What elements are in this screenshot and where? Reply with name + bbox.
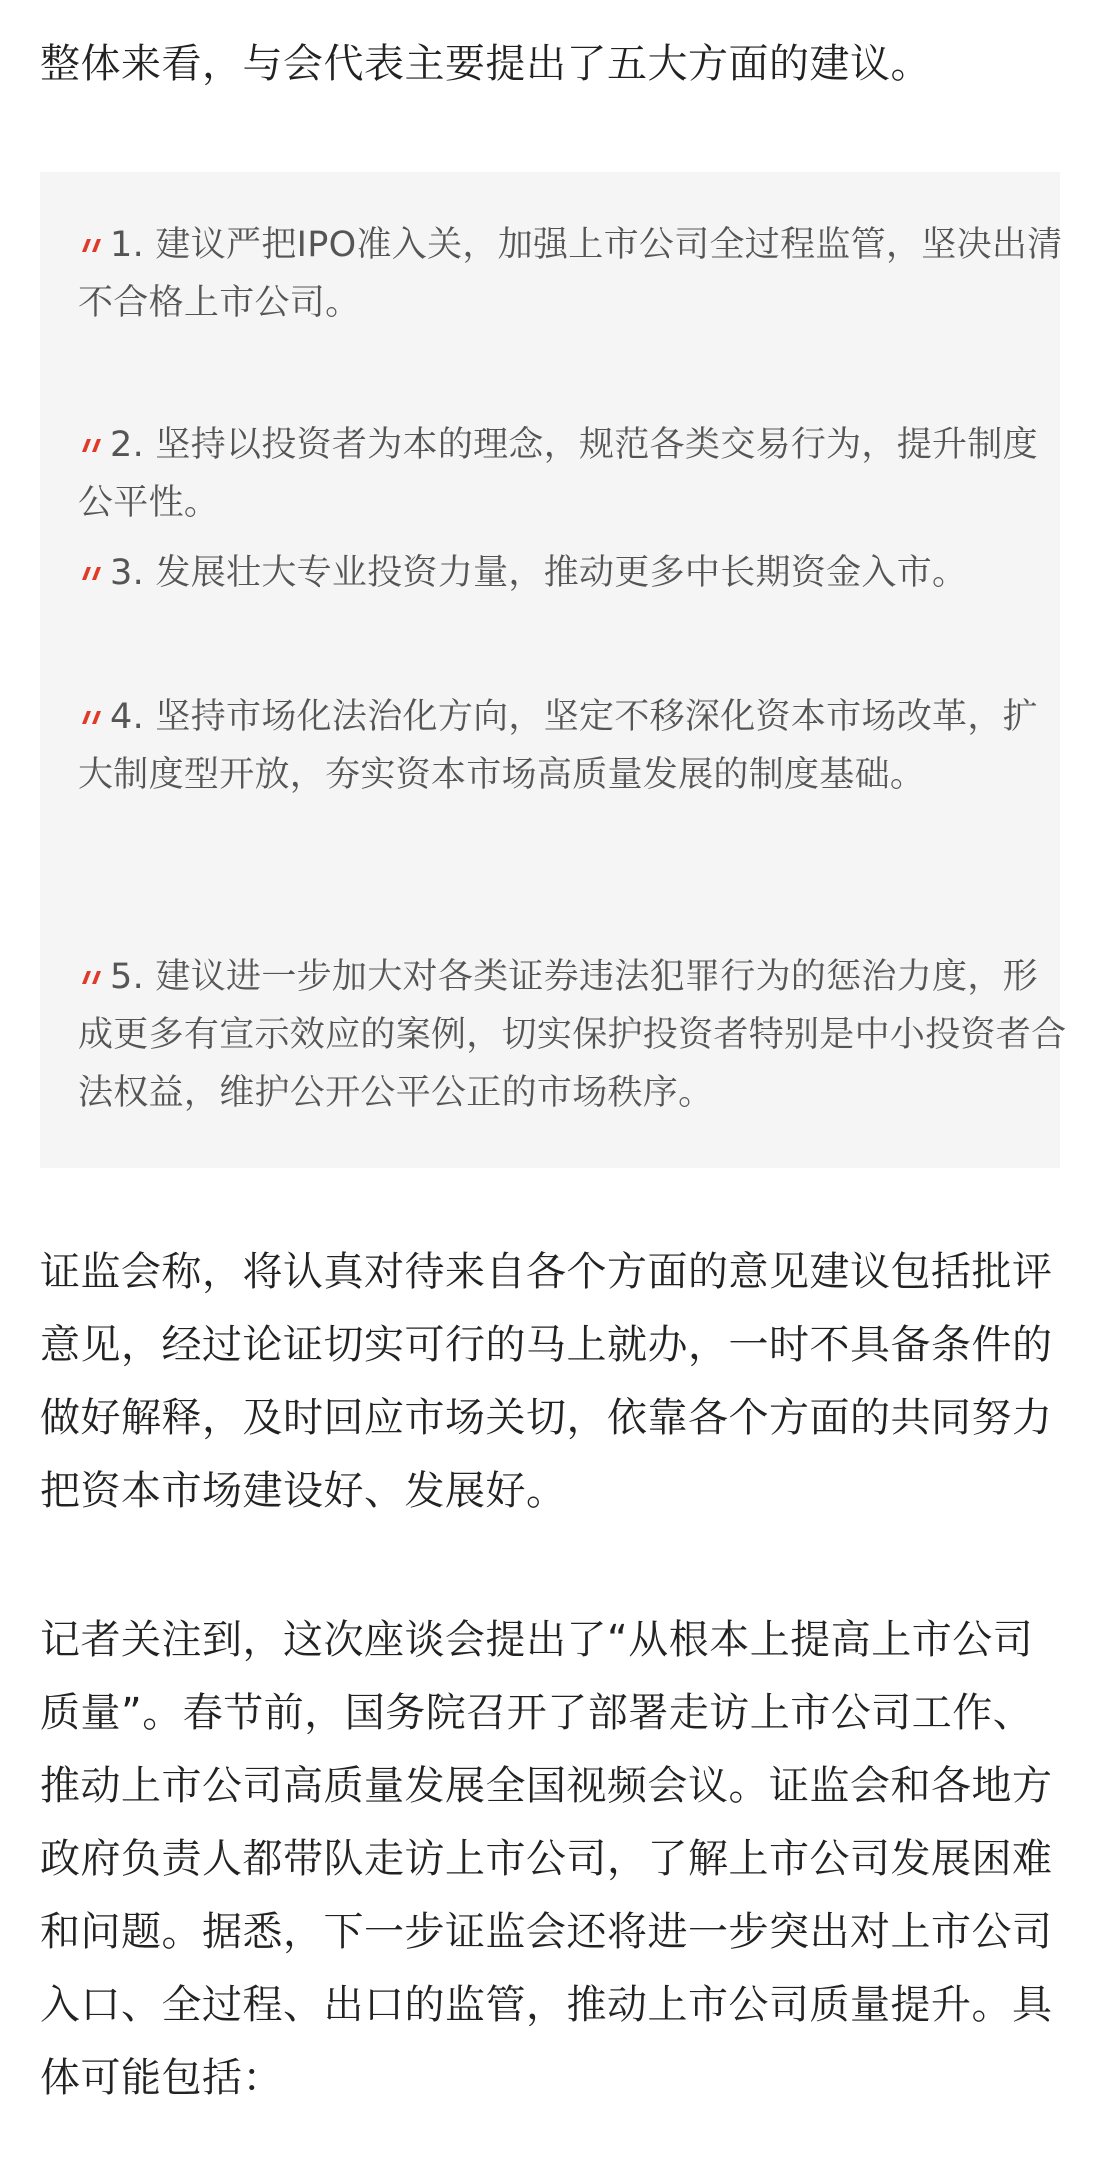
suggestion-item [78, 544, 1068, 602]
quote-mark-icon [78, 558, 108, 588]
suggestion-item [78, 688, 1068, 804]
suggestion-text: 5. 建议进一步加大对各类证券违法犯罪行为的惩治力度，形成更多有宣示效应的案例，切实保护投资者特别是中小投资者合法权益，维护公开公平公正的市场秩序。 [78, 957, 1067, 1113]
suggestion-item [78, 948, 1068, 1122]
quote-mark-icon [78, 962, 108, 992]
suggestion-text: 3. 发展壮大专业投资力量，推动更多中长期资金入市。 [110, 553, 968, 593]
quote-mark-icon [78, 230, 108, 260]
suggestions-quote-block [40, 172, 1067, 1168]
quote-mark-icon [78, 702, 108, 732]
reporter-note-paragraph: 记者关注到，这次座谈会提出了“从根本上提高上市公司质量”。春节前，国务院召开了部署走访上市公司工作、推动上市公司高质量发展全国视频会议。证监会和各地方政府负责人都带队走访上市公司，了解上市公司发展困难和问题。据悉，下一步证监会还将进一步突出对上市公司入口、全过程、出口的监管，推动上市公司质量提升。具体可能包括： [40, 1617, 1053, 2101]
csrc-statement-paragraph: 证监会称，将认真对待来自各个方面的意见建议包括批评意见，经过论证切实可行的马上就办，一时不具备条件的做好解释，及时回应市场关切，依靠各个方面的共同努力把资本市场建设好、发展好。 [40, 1249, 1053, 1514]
quote-mark-icon [78, 430, 108, 460]
suggestion-item [78, 216, 1068, 332]
suggestion-text: 2. 坚持以投资者为本的理念，规范各类交易行为，提升制度公平性。 [78, 425, 1038, 523]
suggestion-text: 4. 坚持市场化法治化方向，坚定不移深化资本市场改革，扩大制度型开放，夯实资本市场高质量发展的制度基础。 [78, 697, 1038, 795]
intro-paragraph: 整体来看，与会代表主要提出了五大方面的建议。 [40, 41, 931, 87]
suggestion-text: 1. 建议严把IPO准入关，加强上市公司全过程监管，坚决出清不合格上市公司。 [78, 225, 1063, 323]
suggestion-item [78, 416, 1068, 532]
